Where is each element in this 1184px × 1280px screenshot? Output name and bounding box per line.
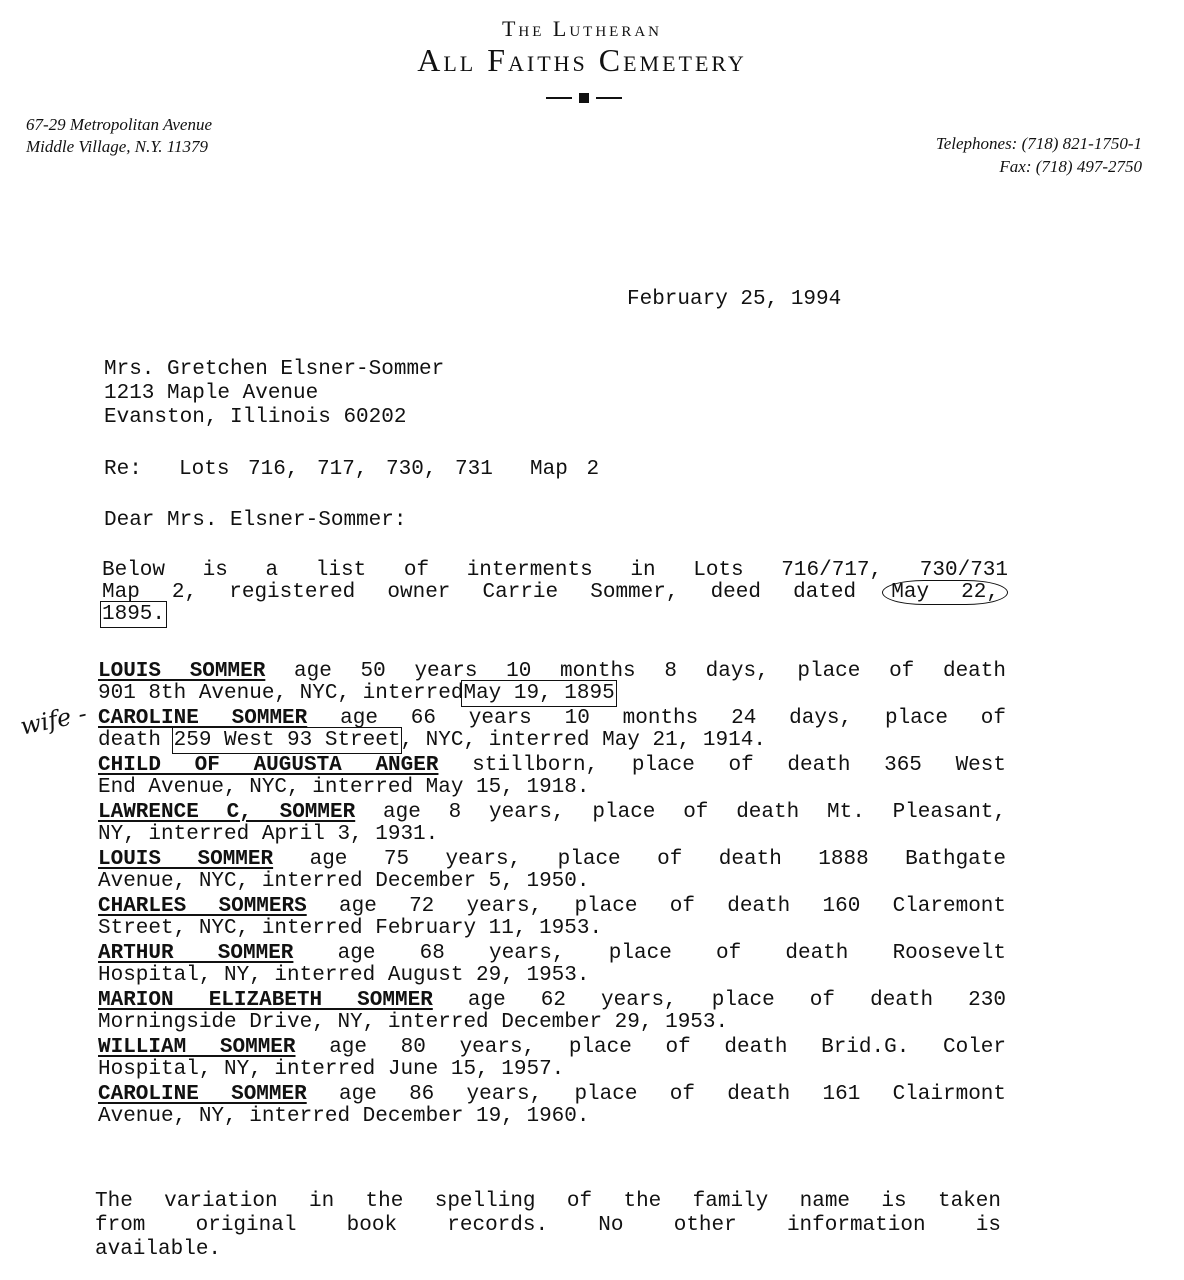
entry-details-3: , NYC, interred May 21, 1914.: [400, 729, 766, 752]
list-item: [98, 1036, 1006, 1080]
intro-line-1: Below is a list of interments in Lots 716/717, 730/731: [102, 559, 1008, 582]
entry-details-2: death: [98, 729, 162, 752]
address-line-1: 67-29 Metropolitan Avenue: [26, 115, 213, 134]
entry-details: age 50 years 10 months 8 days, place of death: [294, 660, 1006, 683]
recipient-city: Evanston, Illinois 60202: [104, 406, 407, 429]
list-item: [98, 942, 1006, 986]
list-item: [98, 707, 1006, 751]
letter-date: February 25, 1994: [627, 288, 842, 311]
entry-details: age 72 years, place of death 160 Claremont: [339, 895, 1007, 918]
letterhead-ornament: [546, 92, 622, 104]
deceased-name: LAWRENCE C, SOMMER: [98, 801, 356, 824]
circled-deed-date: May 22,: [882, 580, 1008, 605]
cemetery-contacts: [936, 132, 1142, 178]
list-item: [98, 801, 1006, 845]
boxed-interment-date: May 19, 1895: [463, 682, 615, 705]
closing-line-3: available.: [95, 1238, 222, 1261]
entry-details: age 62 years, place of death 230: [467, 989, 1006, 1012]
deceased-name: CAROLINE SOMMER: [98, 1083, 307, 1106]
recipient-name: Mrs. Gretchen Elsner-Sommer: [104, 358, 445, 381]
boxed-address: 259 West 93 Street: [173, 729, 401, 752]
intro-paragraph: [102, 560, 1008, 626]
letterhead-title: All Faiths Cemetery: [417, 42, 747, 78]
list-item: [98, 989, 1006, 1033]
deceased-name: WILLIAM SOMMER: [98, 1036, 296, 1059]
deceased-name: CHARLES SOMMERS: [98, 895, 307, 918]
entry-details-2: Hospital, NY, interred June 15, 1957.: [98, 1058, 565, 1081]
handwritten-margin-note: wife -: [17, 699, 90, 741]
entry-details: stillborn, place of death 365 West: [472, 754, 1006, 777]
deceased-name: MARION ELIZABETH SOMMER: [98, 989, 433, 1012]
deceased-name: LOUIS SOMMER: [98, 660, 266, 683]
entry-details: age 86 years, place of death 161 Clairmont: [339, 1083, 1007, 1106]
entry-details-2: Avenue, NY, interred December 19, 1960.: [98, 1105, 590, 1128]
entry-details-2: Avenue, NYC, interred December 5, 1950.: [98, 870, 590, 893]
fax: Fax: (718) 497-2750: [999, 157, 1142, 176]
entry-details: age 66 years 10 months 24 days, place of: [340, 707, 1007, 730]
boxed-deed-year: 1895.: [102, 603, 166, 626]
deceased-name: LOUIS SOMMER: [98, 848, 274, 871]
entry-details: age 8 years, place of death Mt. Pleasant,: [383, 801, 1007, 824]
list-item: [98, 895, 1006, 939]
recipient-street: 1213 Maple Avenue: [104, 382, 319, 405]
entry-details-2: End Avenue, NYC, interred May 15, 1918.: [98, 776, 590, 799]
address-line-2: Middle Village, N.Y. 11379: [26, 137, 208, 156]
list-item: [98, 660, 1006, 704]
closing-paragraph: [95, 1190, 1001, 1262]
entry-details: age 80 years, place of death Brid.G. Coler: [329, 1036, 1006, 1059]
list-item: [98, 848, 1006, 892]
entry-details: age 75 years, place of death 1888 Bathgate: [309, 848, 1006, 871]
salutation: Dear Mrs. Elsner-Sommer:: [104, 509, 407, 532]
recipient-block: [104, 358, 444, 430]
closing-line-1: The variation in the spelling of the family name is taken: [95, 1190, 1001, 1213]
letterhead-line1: The Lutheran: [501, 16, 663, 41]
entry-details-2: 901 8th Avenue, NYC, interred: [98, 682, 464, 705]
telephone: Telephones: (718) 821-1750-1: [935, 134, 1142, 153]
entry-details-2: Hospital, NY, interred August 29, 1953.: [98, 964, 590, 987]
entry-details: age 68 years, place of death Roosevelt: [337, 942, 1006, 965]
list-item: [98, 754, 1006, 798]
entry-details-2: Morningside Drive, NY, interred December 29, 1953.: [98, 1011, 729, 1034]
subject-line: Re: Lots 716, 717, 730, 731 Map 2: [104, 458, 600, 481]
cemetery-address: [26, 114, 212, 158]
entry-details-2: NY, interred April 3, 1931.: [98, 823, 439, 846]
entry-details-2: Street, NYC, interred February 11, 1953.: [98, 917, 603, 940]
closing-line-2: from original book records. No other information is: [95, 1214, 1001, 1237]
deceased-name: CAROLINE SOMMER: [98, 707, 308, 730]
intro-line-3: [102, 604, 1008, 626]
intro-line-2-text: Map 2, registered owner Carrie Sommer, deed dated: [102, 581, 857, 604]
list-item: [98, 1083, 1006, 1127]
intro-line-2: [102, 582, 1008, 604]
deceased-name: ARTHUR SOMMER: [98, 942, 294, 965]
interment-list: [98, 660, 1006, 1130]
deceased-name: CHILD OF AUGUSTA ANGER: [98, 754, 439, 777]
